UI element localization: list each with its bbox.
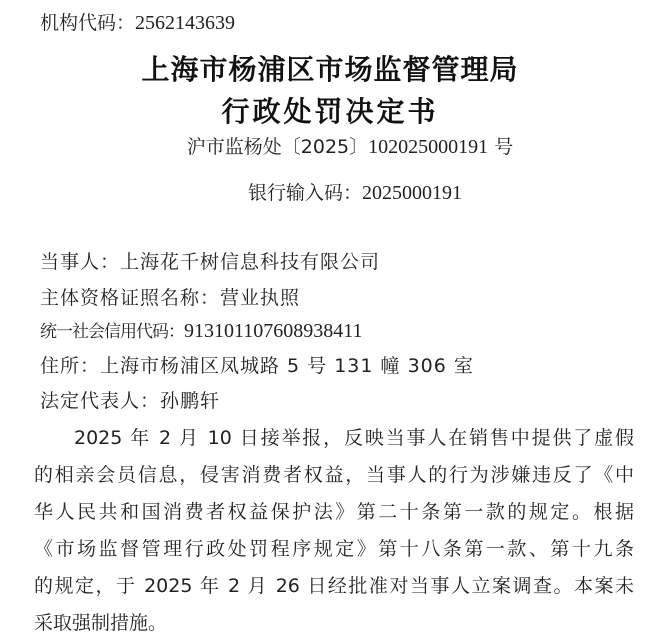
paragraph-line: 采取强制措施。 [34, 612, 168, 634]
address-label: 住所： [40, 355, 101, 377]
document-number [0, 132, 660, 159]
address-field [40, 351, 474, 378]
paragraph-line: 的规定，于 2025 年 2 月 26 日经批准对当事人立案调查。本案未 [34, 575, 634, 597]
party-name-value: 上海花千树信息科技有限公司 [120, 251, 381, 273]
bank-code-label: 银行输入码： [247, 182, 362, 204]
credit-code-label: 统一社会信用代码： [40, 322, 184, 342]
bank-code-line [0, 178, 660, 205]
document-number-prefix: 沪市监杨处〔2025〕 [186, 136, 369, 158]
party-name-label: 当事人： [40, 251, 121, 273]
party-name-field [40, 247, 380, 274]
agency-title: 上海市杨浦区市场监督管理局 [141, 53, 519, 86]
paragraph-line: 《市场监督管理行政处罚程序规定》第十八条第一款、第十九条 [34, 538, 634, 560]
bank-code-value: 2025000191 [362, 182, 462, 204]
document-title: 行政处罚决定书 [221, 95, 439, 128]
org-code-label: 机构代码： [40, 12, 136, 34]
certificate-value: 营业执照 [220, 287, 301, 309]
legal-representative-label: 法定代表人： [40, 390, 161, 412]
credit-code-field [40, 317, 363, 343]
paragraph-line: 华人民共和国消费者权益保护法》第二十条第一款的规定。根据 [34, 501, 634, 523]
certificate-label: 主体资格证照名称： [40, 287, 221, 309]
org-code-line [40, 8, 235, 35]
address-value: 上海市杨浦区凤城路 5 号 131 幢 306 室 [100, 355, 474, 377]
document-number-value: 102025000191 [368, 136, 489, 158]
case-description-paragraph [34, 420, 634, 642]
certificate-field [40, 283, 300, 310]
paragraph-line: 的相亲会员信息，侵害消费者权益，当事人的行为涉嫌违反了《中 [34, 464, 634, 486]
legal-representative-value: 孙鹏轩 [160, 390, 221, 412]
paragraph-line: 2025 年 2 月 10 日接举报，反映当事人在销售中提供了虚假 [74, 427, 634, 449]
legal-representative-field [40, 386, 220, 413]
org-code-value: 2562143639 [135, 12, 236, 34]
document-number-suffix: 号 [488, 136, 514, 158]
credit-code-value: 913101107608938411 [184, 320, 363, 342]
